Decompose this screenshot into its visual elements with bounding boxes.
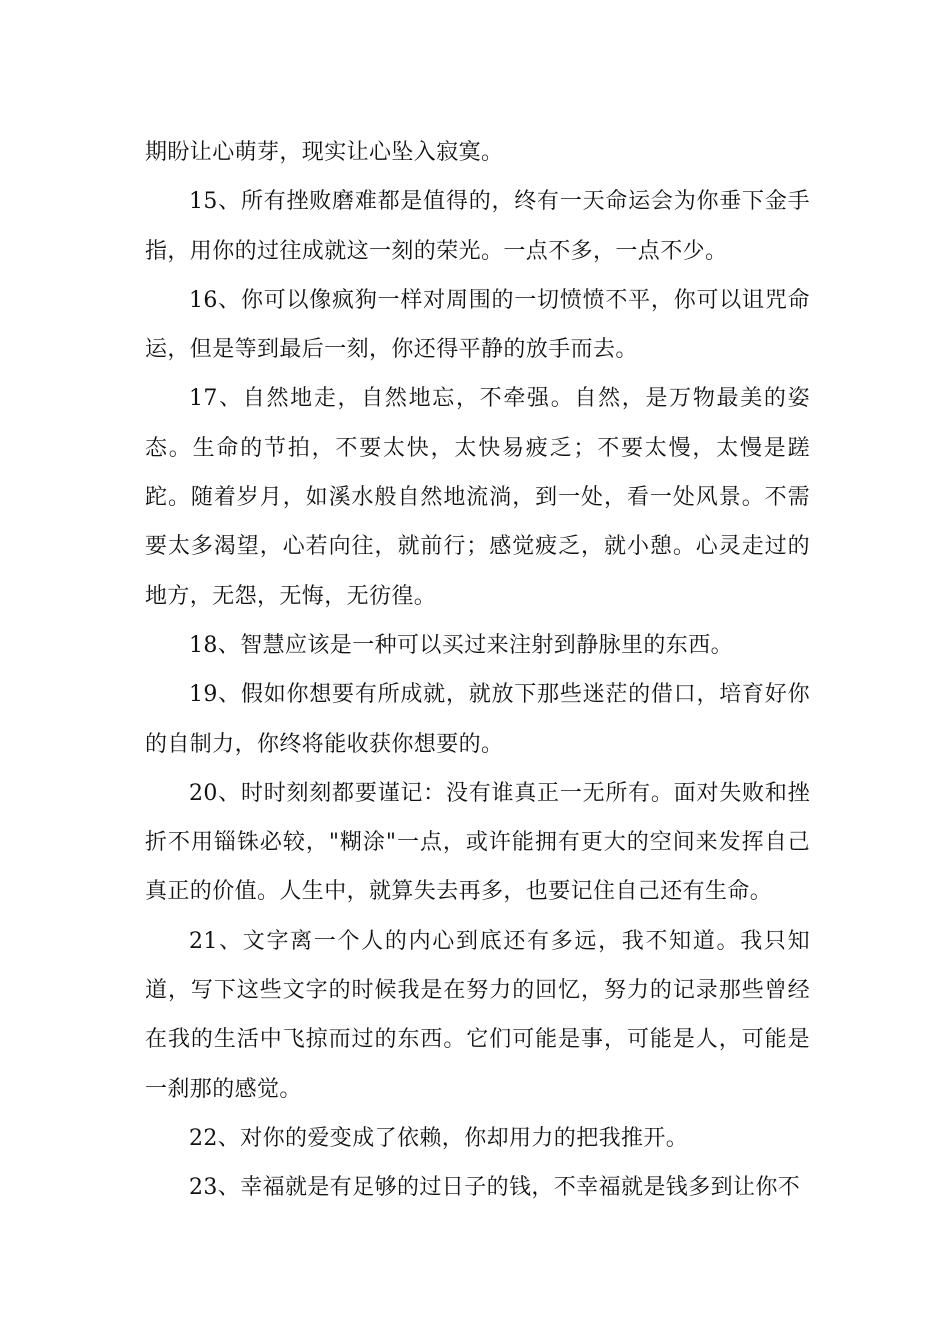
document-body — [145, 128, 810, 1213]
paragraph-16: 16、你可以像疯狗一样对周围的一切愤愤不平，你可以诅咒命运，但是等到最后一刻，你还得平静的放手而去。 — [145, 287, 810, 363]
paragraph-20: 20、时时刻刻都要谨记：没有谁真正一无所有。面对失败和挫折不用锱铢必较，"糊涂"一点，或许能拥有更大的空间来发挥自己真正的价值。人生中，就算失去再多，也要记住自己还有生命。 — [145, 780, 810, 905]
paragraph-18: 18、智慧应该是一种可以买过来注射到静脉里的东西。 — [189, 632, 733, 658]
paragraph-17: 17、自然地走，自然地忘，不牵强。自然，是万物最美的姿态。生命的节拍，不要太快，太快易疲乏；不要太慢，太慢是蹉跎。随着岁月，如溪水般自然地流淌，到一处，看一处风景。不需要太多渴望，心若向往，就前行；感觉疲乏，就小憩。心灵走过的地方，无怨，无悔，无彷徨。 — [145, 386, 810, 609]
paragraph-21: 21、文字离一个人的内心到底还有多远，我不知道。我只知道，写下这些文字的时候我是在努力的回忆，努力的记录那些曾经在我的生活中飞掠而过的东西。它们可能是事，可能是人，可能是一刹那的感觉。 — [145, 928, 810, 1102]
paragraph-19: 19、假如你想要有所成就，就放下那些迷茫的借口，培育好你的自制力，你终将能收获你想要的。 — [145, 682, 810, 757]
paragraph-22: 22、对你的爱变成了依赖，你却用力的把我推开。 — [189, 1125, 689, 1151]
paragraph-23: 23、幸福就是有足够的过日子的钱，不幸福就是钱多到让你不 — [189, 1175, 801, 1201]
paragraph-continued: 期盼让心萌芽，现实让心坠入寂寞。 — [145, 140, 504, 165]
paragraph-15: 15、所有挫败磨难都是值得的，终有一天命运会为你垂下金手指，用你的过往成就这一刻的荣光。一点不多，一点不少。 — [145, 189, 810, 264]
